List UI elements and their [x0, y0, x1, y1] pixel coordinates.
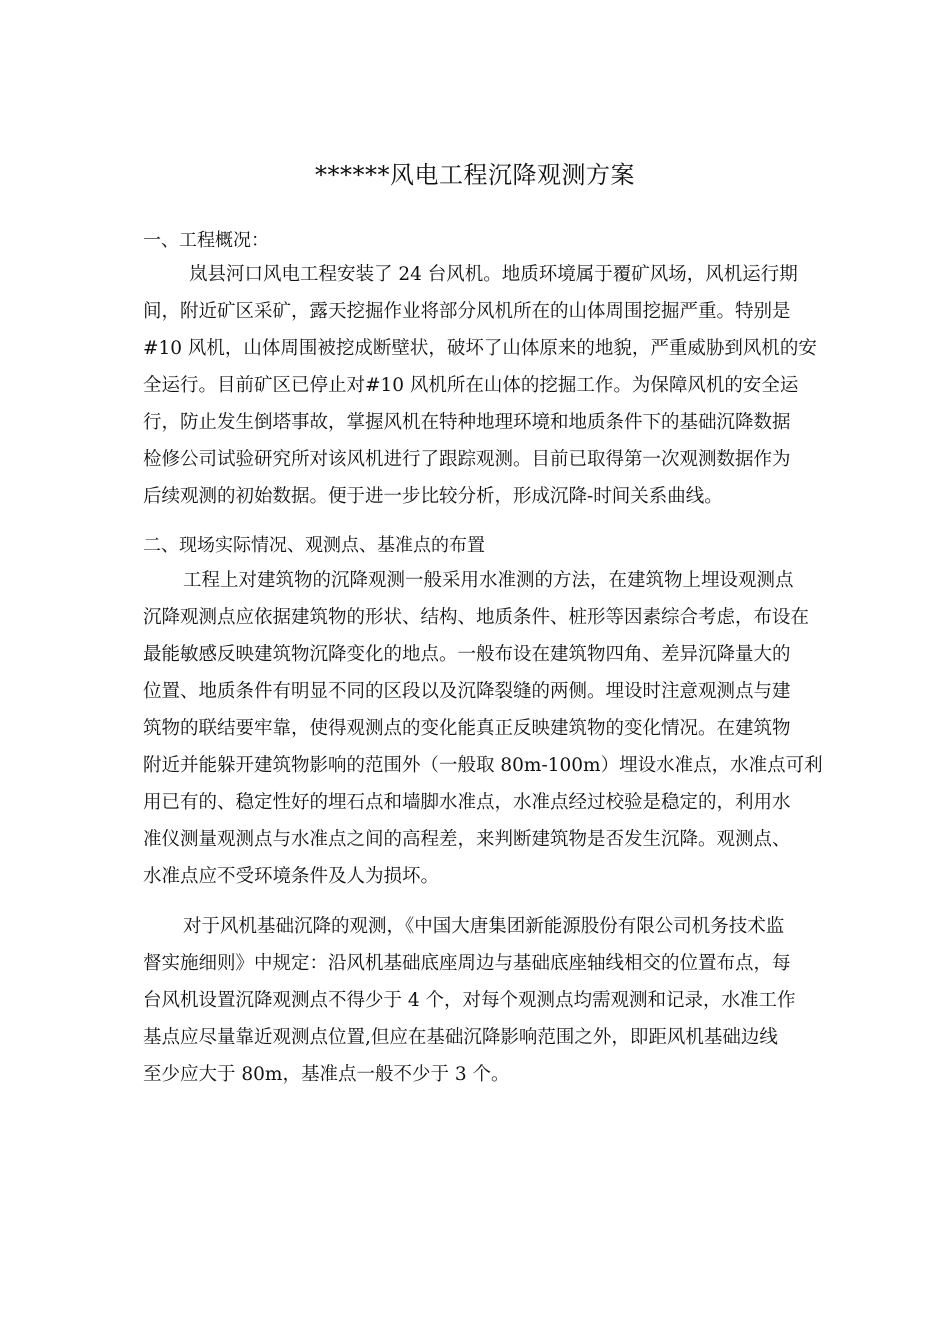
- paragraph-line: 水准点应不受环境条件及人为损坏。: [143, 866, 440, 887]
- paragraph-line: 督实施细则》中规定：沿风机基础底座周边与基础底座轴线相交的位置布点，每: [143, 953, 791, 974]
- paragraph-line: 岚县河口风电工程安装了 24 台风机。地质环境属于覆矿风场，风机运行期: [189, 264, 798, 285]
- paragraph-line: #10 风机，山体周围被挖成断壁状，破坏了山体原来的地貌，严重威胁到风机的安: [143, 338, 817, 359]
- paragraph-line: 检修公司试验研究所对该风机进行了跟踪观测。目前已取得第一次观测数据作为: [143, 449, 791, 470]
- paragraph-line: 准仪测量观测点与水准点之间的高程差，来判断建筑物是否发生沉降。观测点、: [143, 829, 791, 850]
- document-title: ******风电工程沉降观测方案: [315, 161, 635, 189]
- paragraph-line: 对于风机基础沉降的观测，《中国大唐集团新能源股份有限公司机务技术监: [183, 916, 785, 937]
- paragraph-line: 最能敏感反映建筑物沉降变化的地点。一般布设在建筑物四角、差异沉降量大的: [143, 644, 791, 665]
- section-1-heading: 一、工程概况：: [143, 230, 269, 251]
- paragraph-line: 行，防止发生倒塔事故，掌握风机在特种地理环境和地质条件下的基础沉降数据: [143, 412, 791, 433]
- section-2-heading: 二、现场实际情况、观测点、基准点的布置: [143, 535, 485, 556]
- paragraph-line: 附近并能躲开建筑物影响的范围外（一般取 80m-100m）埋设水准点，水准点可利: [143, 755, 823, 776]
- paragraph-line: 筑物的联结要牢靠，使得观测点的变化能真正反映建筑物的变化情况。在建筑物: [143, 718, 791, 739]
- section-2-paragraph-1: [143, 562, 823, 895]
- paragraph-line: 台风机设置沉降观测点不得少于 4 个，对每个观测点均需观测和记录，水准工作: [143, 990, 796, 1011]
- paragraph-line: 工程上对建筑物的沉降观测一般采用水准测的方法，在建筑物上埋设观测点: [183, 570, 794, 591]
- paragraph-line: 间，附近矿区采矿，露天挖掘作业将部分风机所在的山体周围挖掘严重。特别是: [143, 301, 791, 322]
- paragraph-line: 沉降观测点应依据建筑物的形状、结构、地质条件、桩形等因素综合考虑，布设在: [143, 607, 810, 628]
- paragraph-line: 后续观测的初始数据。便于进一步比较分析，形成沉降-时间关系曲线。: [143, 486, 723, 507]
- paragraph-line: 用已有的、稳定性好的埋石点和墙脚水准点，水准点经过校验是稳定的，利用水: [143, 792, 791, 813]
- section-2-paragraph-2: [143, 908, 807, 1093]
- paragraph-line: 至少应大于 80m，基准点一般不少于 3 个。: [143, 1064, 510, 1085]
- paragraph-line: 位置、地质条件有明显不同的区段以及沉降裂缝的两侧。埋设时注意观测点与建: [143, 681, 791, 702]
- paragraph-line: 基点应尽量靠近观测点位置,但应在基础沉降影响范围之外，即距风机基础边线: [143, 1027, 778, 1048]
- paragraph-line: 全运行。目前矿区已停止对#10 风机所在山体的挖掘工作。为保障风机的安全运: [143, 375, 799, 396]
- section-1-paragraph-1: [143, 256, 817, 515]
